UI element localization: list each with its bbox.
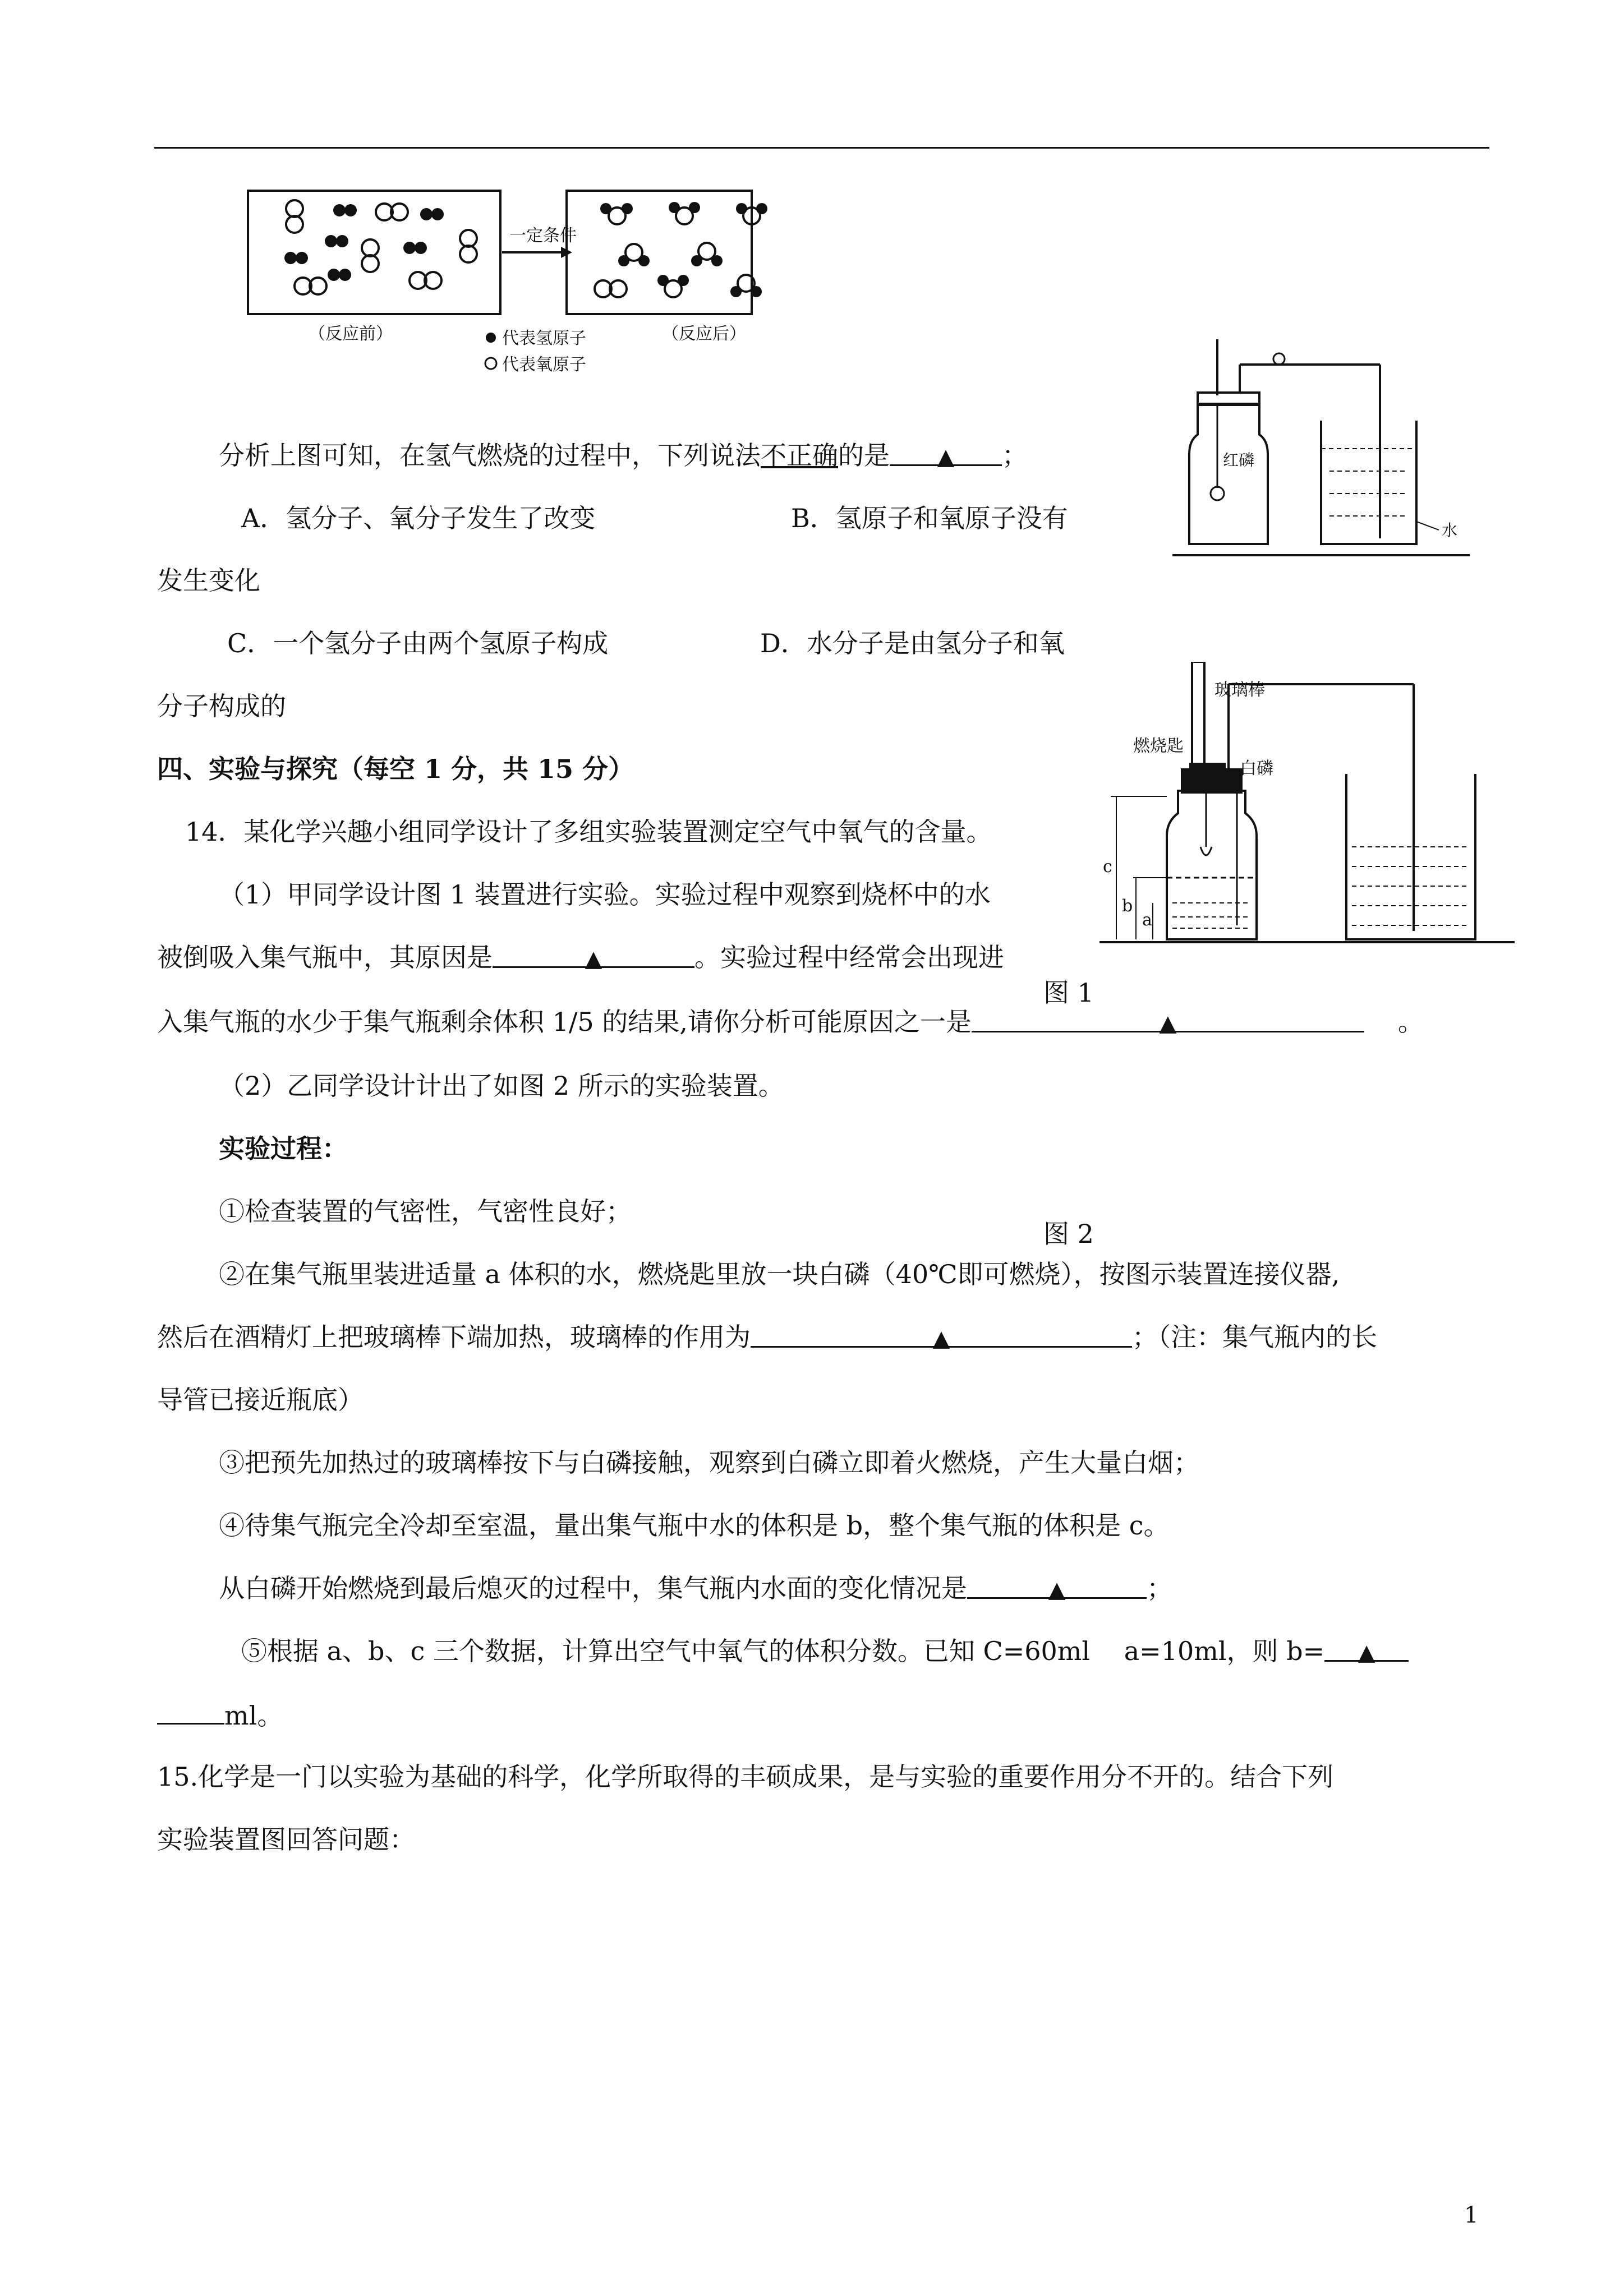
legend-h-icon <box>486 333 496 343</box>
q13-stem-underlined: 不正确 <box>761 440 838 471</box>
q14-p2: （2）乙同学设计计出了如图 2 所示的实验装置。 <box>219 1071 784 1101</box>
after-molecules <box>595 202 767 297</box>
q14-p1-line2: 被倒吸入集气瓶中，其原因是 ▲ 。实验过程中经常会出现进 <box>157 940 1004 974</box>
fig2-c-label: c <box>1103 857 1112 877</box>
q14-step4b: 从白磷开始燃烧到最后熄灭的过程中，集气瓶内水面的变化情况是 ▲ ； <box>219 1571 1172 1605</box>
q15-line2: 实验装置图回答问题： <box>157 1824 415 1855</box>
q14-blank-4[interactable]: ▲ <box>967 1571 1147 1599</box>
fig2-white-p-label: 白磷 <box>1240 759 1273 778</box>
q14-step5-cont: ml。 <box>157 1697 283 1732</box>
figure-2-apparatus <box>1099 662 1526 953</box>
q14-blank-5[interactable]: ▲ <box>1324 1634 1409 1662</box>
legend-o: 代表氧原子 <box>502 355 586 375</box>
fig1-phosphorus-label: 红磷 <box>1223 451 1255 469</box>
fig2-spoon-label: 燃烧匙 <box>1133 736 1184 756</box>
q14-step5: ⑤根据 a、b、c 三个数据，计算出空气中氧气的体积分数。已知 C=60ml a=10ml，则 b= ▲ <box>241 1634 1409 1668</box>
q14-process-title: 实验过程： <box>219 1133 348 1164</box>
q14-p1-line1: （1）甲同学设计图 1 装置进行实验。实验过程中观察到烧杯中的水 <box>219 879 991 910</box>
header-rule <box>154 147 1489 149</box>
q15-line1: 15.化学是一门以实验为基础的科学，化学所取得的丰硕成果，是与实验的重要作用分不开的。结合下列 <box>157 1762 1334 1792</box>
q14-p1-line3: 入集气瓶的水少于集气瓶剩余体积 1/5 的结果,请你分析可能原因之一是 ▲ 。 <box>157 1005 1424 1039</box>
after-box <box>567 191 752 314</box>
figure-1-apparatus <box>1167 336 1481 572</box>
q13-option-b-cont: 发生变化 <box>157 565 260 596</box>
after-label: （反应后） <box>662 324 746 344</box>
q14-blank-1[interactable]: ▲ <box>493 940 694 968</box>
q13-option-d-cont: 分子构成的 <box>157 691 286 721</box>
q14-blank-3[interactable]: ▲ <box>751 1320 1132 1348</box>
before-molecules <box>286 200 477 294</box>
q14-blank-5-cont[interactable] <box>157 1697 224 1725</box>
legend-h: 代表氢原子 <box>502 329 586 348</box>
reaction-diagram <box>247 185 769 387</box>
fig2-a-label: a <box>1142 910 1152 930</box>
q14-step4: ④待集气瓶完全冷却至室温，量出集气瓶中水的体积是 b，整个集气瓶的体积是 c。 <box>219 1510 1170 1541</box>
before-label: （反应前） <box>309 324 393 344</box>
q14-intro: 14．某化学兴趣小组同学设计了多组实验装置测定空气中氧气的含量。 <box>185 817 992 847</box>
fig1-label: 图 1 <box>1043 978 1094 1008</box>
section-4-title: 四、实验与探究（每空 1 分，共 15 分） <box>157 754 634 784</box>
fig2-b-label: b <box>1122 896 1133 916</box>
q13-stem: 分析上图可知，在氢气燃烧的过程中，下列说法不正确的是 ▲ ； <box>219 439 1028 472</box>
fig1-water-label: 水 <box>1442 521 1458 540</box>
q13-option-d: D．水分子是由氢分子和氧 <box>760 628 1065 658</box>
q13-option-c: C．一个氢分子由两个氢原子构成 <box>227 628 609 658</box>
q13-option-b: B．氢原子和氧原子没有 <box>791 503 1068 533</box>
page-number: 1 <box>1464 2202 1479 2228</box>
q14-step2-line1: ②在集气瓶里装进适量 a 体积的水，燃烧匙里放一块白磷（40℃即可燃烧），按图示装置连接仪器, <box>219 1259 1340 1289</box>
q14-step3: ③把预先加热过的玻璃棒按下与白磷接触，观察到白磷立即着火燃烧，产生大量白烟； <box>219 1447 1199 1478</box>
legend-o-icon <box>485 358 496 369</box>
q14-step1: ①检查装置的气密性，气密性良好； <box>219 1196 632 1227</box>
fig2-glass-rod-label: 玻璃棒 <box>1214 680 1265 700</box>
q14-step2-line3: 导管已接近瓶底） <box>157 1385 364 1415</box>
q13-answer-blank[interactable]: ▲ <box>890 439 1002 466</box>
fig2-label: 图 2 <box>1043 1219 1094 1249</box>
condition-label: 一定条件 <box>509 226 577 246</box>
q14-blank-2[interactable]: ▲ <box>972 1005 1364 1032</box>
q13-option-a: A．氢分子、氧分子发生了改变 <box>241 503 596 533</box>
q14-step2-line2: 然后在酒精灯上把玻璃棒下端加热，玻璃棒的作用为 ▲ ；（注：集气瓶内的长 <box>157 1320 1377 1354</box>
